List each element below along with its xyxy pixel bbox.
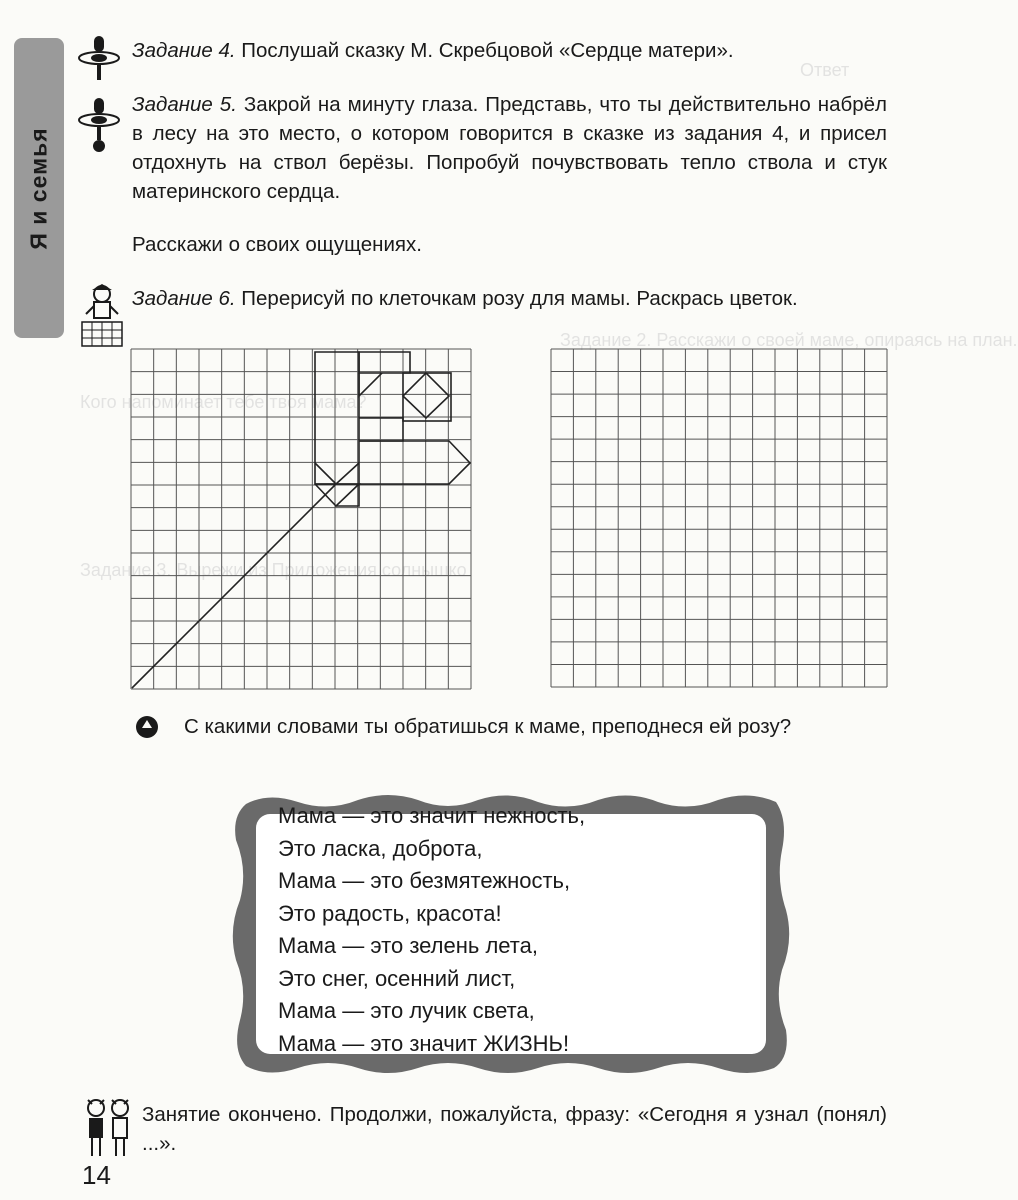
- poem-line: Мама — это значит ЖИЗНЬ!: [278, 1030, 570, 1056]
- poem-line: Мама — это значит нежность,: [278, 803, 586, 828]
- task-figure-icon: [78, 282, 126, 348]
- task-4-text: Послушай сказку М. Скребцовой «Сердце матери».: [241, 39, 734, 62]
- task-6-label: Задание 6.: [132, 287, 236, 310]
- question: С какими словами ты обратишься к маме, преподнеся ей розу?: [184, 715, 792, 738]
- task-4: [132, 36, 887, 65]
- drawing-grid[interactable]: [550, 348, 888, 688]
- poem-line: Это снег, осенний лист,: [278, 965, 516, 991]
- task-6: [132, 284, 887, 313]
- section-tab: [14, 38, 64, 338]
- poem-line: Мама — это лучик света,: [278, 998, 535, 1023]
- microphone-icon: [76, 98, 122, 154]
- closing: Занятие окончено. Продолжи, пожалуйста, фразу: «Сегодня я узнал (понял) ...».: [142, 1103, 887, 1155]
- task-5-follow-up: Расскажи о своих ощущениях.: [132, 233, 422, 256]
- rose-drawing: [132, 352, 470, 688]
- poem-line: Это радость, красота!: [278, 900, 502, 926]
- task-6-text: Перерисуй по клеточкам розу для мамы. Раскрась цветок.: [241, 287, 798, 310]
- task-5-text: Закрой на минуту глаза. Представь, что ты действительно набрёл в лесу на это место, о котором говорится в сказке из задания 4, и присел отдохнуть на ствол берёзы. Попробуй почувствовать тепло ствола и стук материнского сердца.: [132, 93, 888, 203]
- microphone-icon: [76, 36, 122, 82]
- poem-line: Мама — это безмятежность,: [278, 868, 571, 893]
- poem-line: Мама — это зелень лета,: [278, 933, 538, 958]
- task-5: [132, 90, 887, 206]
- task-5-label: Задание 5.: [132, 93, 237, 116]
- question-bullet-icon: [134, 714, 160, 740]
- task-4-label: Задание 4.: [132, 39, 236, 62]
- poem: [278, 800, 758, 1060]
- rose-model-grid: [130, 348, 472, 690]
- children-icon: [80, 1096, 136, 1158]
- page-number: 14: [82, 1160, 111, 1190]
- section-title: Я и семья: [25, 126, 52, 250]
- poem-line: Это ласка, доброта,: [278, 835, 483, 861]
